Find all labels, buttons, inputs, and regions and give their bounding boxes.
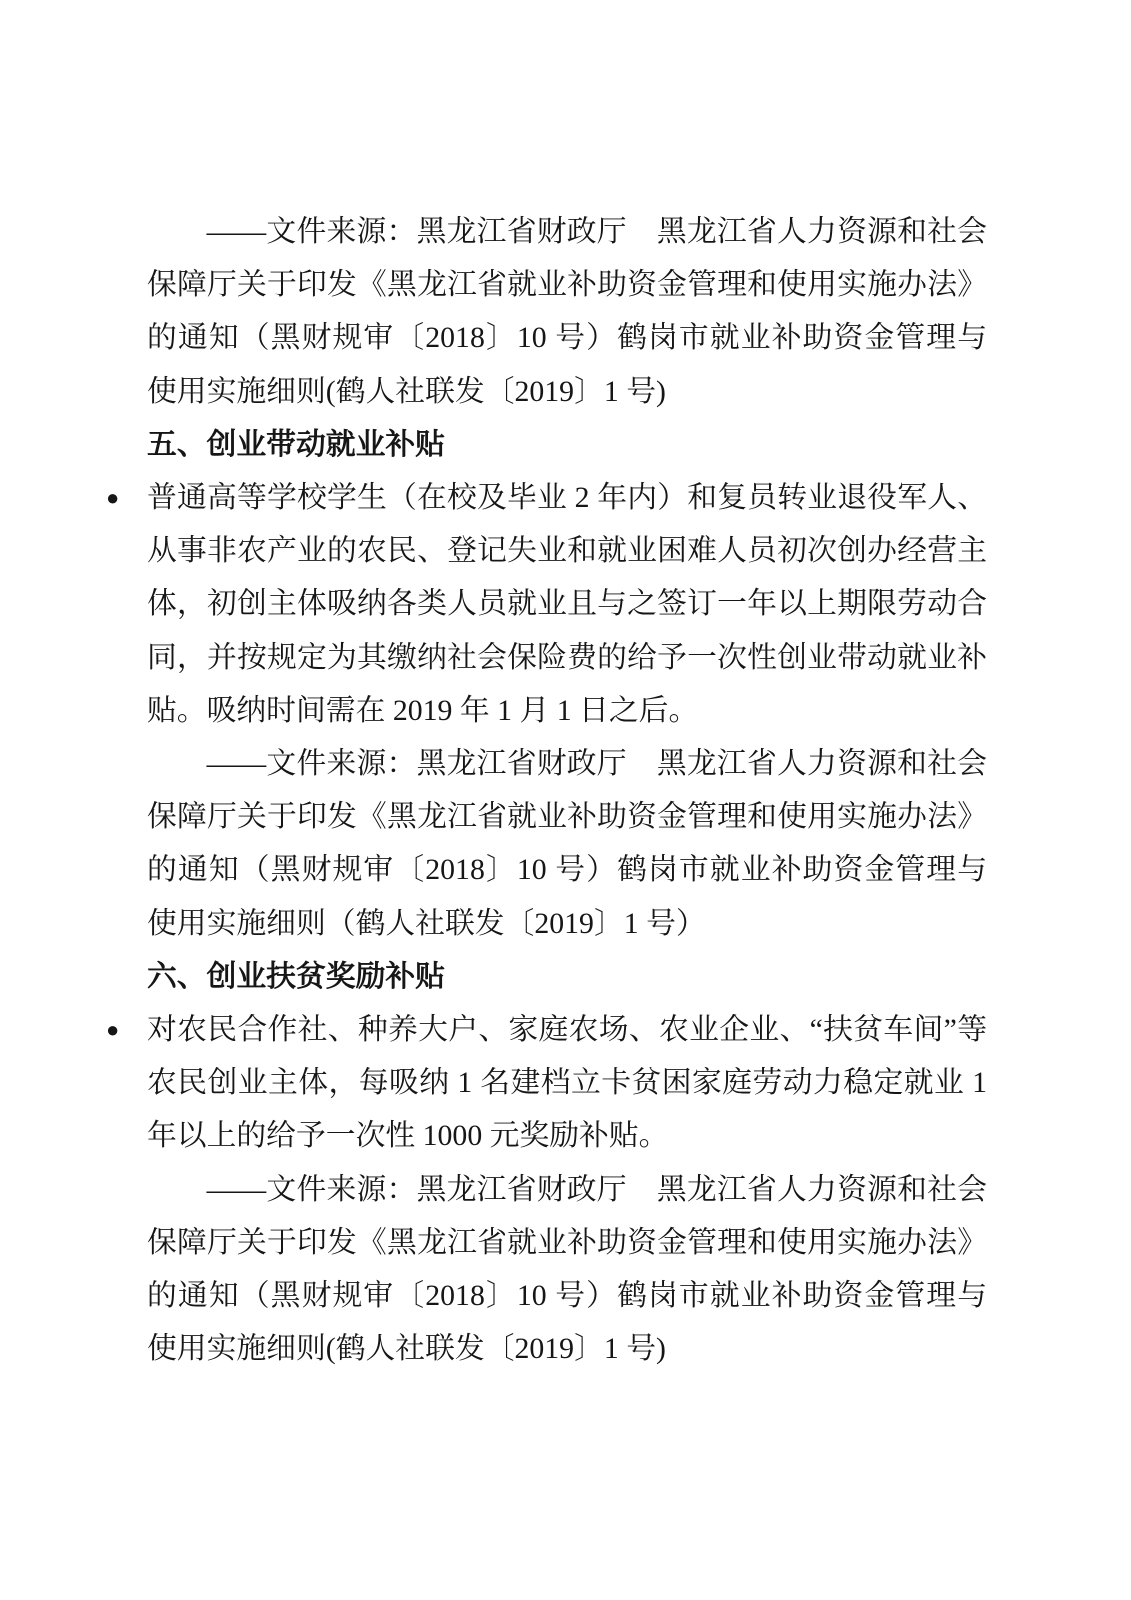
- document-content: [106, 205, 987, 1375]
- section-heading-5: 五、创业带动就业补贴: [147, 427, 445, 461]
- bullet-icon: ●: [106, 1017, 120, 1043]
- bullet-item-2: [106, 1003, 987, 1163]
- source-reference-3: ——文件来源：黑龙江省财政厅 黑龙江省人力资源和社会保障厅关于印发《黑龙江省就业补助资金管理和使用实施办法》的通知（黑财规审〔2018〕10 号）鹤岗市就业补助资金管理与使用实施细则(鹤人社联发〔2019〕1 号): [147, 1172, 987, 1366]
- source-reference-2: ——文件来源：黑龙江省财政厅 黑龙江省人力资源和社会保障厅关于印发《黑龙江省就业补助资金管理和使用实施办法》的通知（黑财规审〔2018〕10 号）鹤岗市就业补助资金管理与使用实施细则（鹤人社联发〔2019〕1 号）: [147, 747, 987, 940]
- bullet-item-1: [106, 471, 987, 737]
- bullet-text-2: 对农民合作社、种养大户、家庭农场、农业企业、“扶贫车间”等农民创业主体，每吸纳 1 名建档立卡贫困家庭劳动力稳定就业 1 年以上的给予一次性 1000 元奖励补贴。: [147, 1013, 987, 1153]
- source-reference-1: ——文件来源：黑龙江省财政厅 黑龙江省人力资源和社会保障厅关于印发《黑龙江省就业补助资金管理和使用实施办法》的通知（黑财规审〔2018〕10 号）鹤岗市就业补助资金管理与使用实施细则(鹤人社联发〔2019〕1 号): [147, 215, 987, 408]
- section-heading-6: 六、创业扶贫奖励补贴: [147, 959, 445, 993]
- bullet-icon: ●: [106, 485, 120, 511]
- bullet-text-1: 普通高等学校学生（在校及毕业 2 年内）和复员转业退役军人、从事非农产业的农民、登记失业和就业困难人员初次创办经营主体，初创主体吸纳各类人员就业且与之签订一年以上期限劳动合同，并按规定为其缴纳社会保险费的给予一次性创业带动就业补贴。吸纳时间需在 2019 年 1 月 1 日之后。: [147, 481, 987, 727]
